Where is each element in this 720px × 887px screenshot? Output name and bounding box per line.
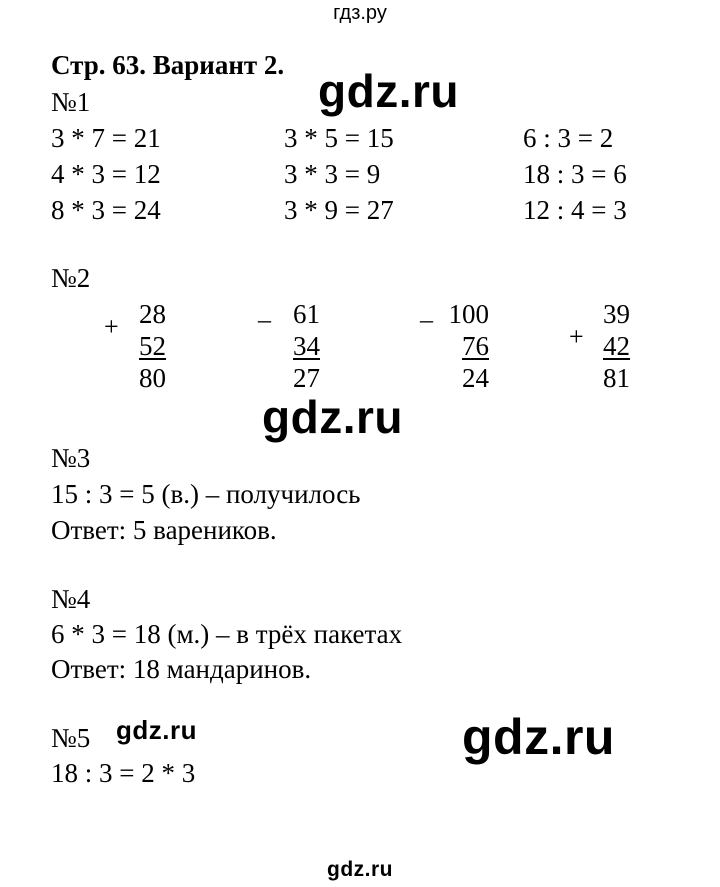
plus-sign: + — [569, 322, 584, 351]
result: 81 — [603, 363, 630, 393]
equation: 8 * 3 = 24 — [51, 195, 161, 225]
task-1-column-3 — [523, 122, 627, 226]
task-4-answer: Ответ: 18 мандаринов. — [51, 654, 312, 684]
site-header: гдз.ру — [333, 2, 387, 24]
equation: 6 : 3 = 2 — [523, 123, 614, 153]
plus-sign: + — [104, 312, 119, 341]
task-4-solution: 6 * 3 = 18 (м.) – в трёх пакетах — [51, 619, 403, 649]
equation: 18 : 3 = 6 — [523, 159, 627, 189]
task-1-column-2 — [284, 122, 394, 226]
watermark: gdz.ru — [462, 709, 615, 765]
equation: 12 : 4 = 3 — [523, 195, 627, 225]
equation: 3 * 3 = 9 — [284, 159, 381, 189]
operand-bottom: 76 — [462, 331, 489, 361]
operand-top: 28 — [139, 299, 166, 329]
operand-top: 61 — [293, 299, 320, 329]
watermark: gdz.ru — [318, 65, 459, 117]
result: 80 — [139, 363, 166, 393]
task-3-answer: Ответ: 5 вареников. — [51, 515, 277, 545]
operand-top: 39 — [603, 299, 630, 329]
operand-bottom: 52 — [139, 331, 166, 361]
watermark: gdz.ru — [116, 715, 197, 745]
task-2-label: №2 — [51, 263, 91, 293]
task-3-solution: 15 : 3 = 5 (в.) – получилось — [51, 479, 361, 509]
minus-sign: – — [258, 305, 271, 334]
result: 24 — [462, 363, 489, 393]
task-1-column-1 — [51, 122, 161, 226]
minus-sign: – — [420, 305, 433, 334]
task-1-label: №1 — [51, 87, 91, 117]
task-5-label: №5 — [51, 723, 91, 753]
task-3-label: №3 — [51, 443, 91, 473]
column-subtraction — [280, 298, 320, 394]
equation: 3 * 5 = 15 — [284, 123, 394, 153]
result: 27 — [293, 363, 320, 393]
operand-top: 100 — [448, 299, 489, 329]
operand-bottom: 42 — [603, 331, 630, 361]
column-addition — [590, 298, 630, 394]
page-title: Стр. 63. Вариант 2. — [51, 50, 285, 80]
task-5-solution: 18 : 3 = 2 * 3 — [51, 758, 196, 788]
column-addition — [126, 298, 166, 394]
equation: 3 * 7 = 21 — [51, 123, 161, 153]
operand-bottom: 34 — [293, 331, 320, 361]
watermark: gdz.ru — [327, 858, 393, 881]
equation: 4 * 3 = 12 — [51, 159, 161, 189]
equation: 3 * 9 = 27 — [284, 195, 394, 225]
watermark: gdz.ru — [262, 391, 403, 443]
task-4-label: №4 — [51, 584, 91, 614]
column-subtraction — [442, 298, 489, 394]
